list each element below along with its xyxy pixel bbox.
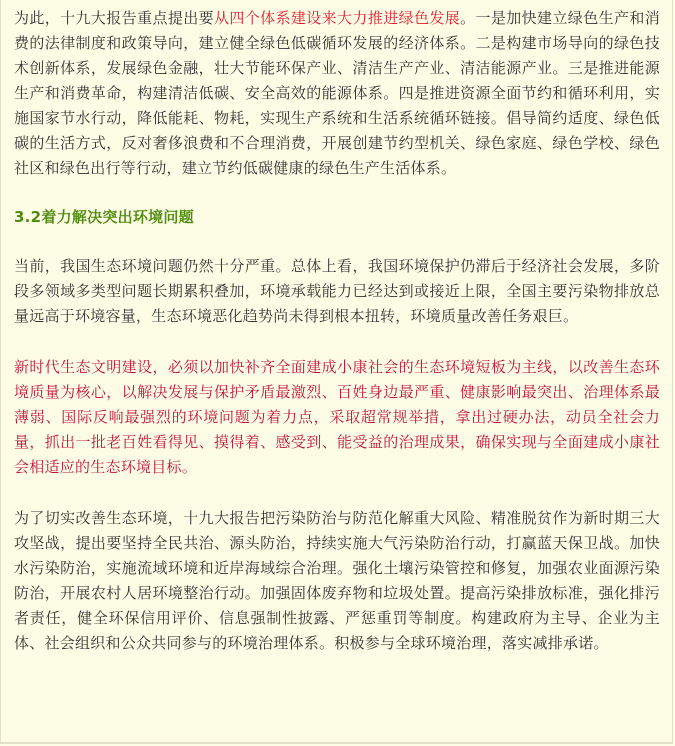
paragraph-text: 。一是加快建立绿色生产和消费的法律制度和政策导向，建立健全绿色低碳循环发展的经济体系。二是构建市场导向的绿色技术创新体系，发展绿色金融，壮大节能环保产业、清洁生产产业、清洁能源产业。三是推进能源生产和消费革命，构建清洁低碳、安全高效的能源体系。四是推进资源全面节约和循环利用，实施国家节水行动，降低能耗、物耗，实现生产系统和生活系统循环链接。倡导简约适度、绿色低碳的生活方式，反对奢侈浪费和不合理消费，开展创建节约型机关、绿色家庭、绿色学校、绿色社区和绿色出行等行动，建立节约低碳健康的绿色生产生活体系。 — [14, 9, 660, 177]
paragraph-emphasis: 新时代生态文明建设，必须以加快补齐全面建成小康社会的生态环境短板为主线，以改善生态环境质量为核心，以解决发展与保护矛盾最激烈、百姓身边最严重、健康影响最突出、治理体系最薄弱、国际反响最强烈的环境问题为着力点，采取超常规举措，拿出过硬办法，动员全社会力量，抓出一批老百姓看得见、摸得着、感受到、能受益的治理成果，确保实现与全面建成小康社会相适应的生态环境目标。 — [14, 358, 660, 476]
highlighted-phrase: 从四个体系建设来大力推进绿色发展 — [213, 9, 461, 27]
paragraph-text: 为此，十九大报告重点提出要 — [14, 9, 214, 27]
paragraph-current-situation: 当前，我国生态环境问题仍然十分严重。总体上看，我国环境保护仍滞后于经济社会发展，多阶段多领域多类型问题长期累积叠加，环境承载能力已经达到或接近上限，全国主要污染物排放总量远高于环境容量，生态环境恶化趋势尚未得到根本扭转，环境质量改善任务艰巨。 — [14, 257, 660, 325]
paragraph-four-systems — [14, 6, 660, 181]
section-heading: 3.2着力解决突出环境问题 — [14, 208, 194, 226]
bottom-border — [1, 742, 672, 743]
paragraph-pollution-control: 为了切实改善生态环境，十九大报告把污染防治与防范化解重大风险、精准脱贫作为新时期三大攻坚战，提出要坚持全民共治、源头防治，持续实施大气污染防治行动，打赢蓝天保卫战。加快水污染防治，实施流域环境和近岸海域综合治理。强化土壤污染管控和修复，加强农业面源污染防治，开展农村人居环境整治行动。加强固体废弃物和垃圾处置。提高污染排放标准，强化排污者责任，健全环保信用评价、信息强制性披露、严惩重罚等制度。构建政府为主导、企业为主体、社会组织和公众共同参与的环境治理体系。积极参与全球环境治理，落实减排承诺。 — [14, 509, 660, 652]
article-body — [1, 0, 672, 656]
